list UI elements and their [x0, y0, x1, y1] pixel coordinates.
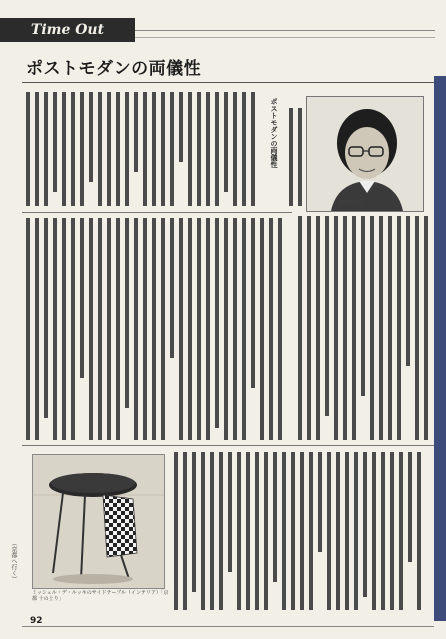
page-number: 92: [30, 616, 43, 626]
text-columns-graphic: [296, 214, 432, 442]
section-label: Time Out: [0, 18, 135, 42]
author-portrait: [306, 96, 424, 212]
text-columns-graphic: [286, 90, 306, 208]
sidebar-title: ポストモダンの両儀性: [270, 98, 278, 168]
headline-underline: [22, 82, 435, 83]
body-text-under-portrait: [296, 214, 432, 442]
photo-caption: ミッシェル・デ・ルッキのサイドテーブル（インテリア）「京都 十の上り」: [32, 590, 169, 602]
body-text-middle-left: [22, 216, 292, 442]
body-text-upper-right: [286, 90, 306, 208]
body-text-upper-left: [22, 90, 262, 208]
page-edge-bar: [434, 76, 446, 621]
footer-rule: [22, 626, 434, 627]
tier-rule-1: [22, 212, 292, 213]
header-rule-secondary: [135, 37, 435, 38]
article-headline: ポストモダンの両儀性: [26, 59, 202, 79]
furniture-photo: [32, 454, 165, 589]
text-columns-graphic: [22, 216, 292, 442]
portrait-caption: 布野修司氏: [338, 200, 364, 206]
photo-side-label: （京都へ行く）: [10, 540, 17, 582]
header-rule: [135, 30, 435, 31]
tier-rule-2: [22, 445, 434, 446]
text-columns-graphic: [170, 450, 432, 612]
portrait-illustration: [307, 97, 423, 211]
text-columns-graphic: [22, 90, 262, 208]
body-text-lower: [170, 450, 432, 612]
side-table-illustration: [33, 455, 164, 588]
